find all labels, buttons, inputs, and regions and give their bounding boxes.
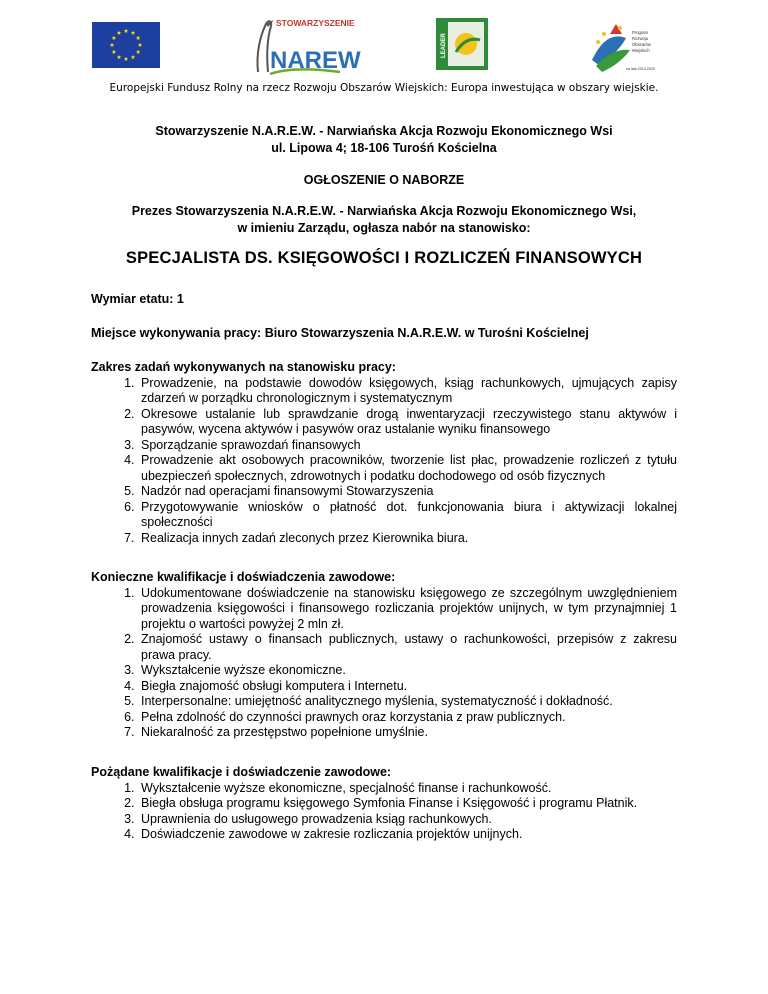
workload: Wymiar etatu: 1	[91, 292, 184, 306]
duties-heading: Zakres zadań wykonywanych na stanowisku pracy:	[91, 360, 396, 374]
desired-section	[91, 765, 677, 843]
list-item: 3. Wykształcenie wyższe ekonomiczne.	[138, 663, 677, 679]
list-item: 4. Doświadczenie zawodowe w zakresie rozliczania projektów unijnych.	[138, 827, 677, 843]
required-list	[91, 586, 677, 741]
logo-bar	[0, 18, 768, 74]
list-item: 6. Pełna zdolność do czynności prawnych oraz korzystania z praw publicznych.	[138, 710, 677, 726]
address-line-1: Stowarzyszenie N.A.R.E.W. - Narwiańska Akcja Rozwoju Ekonomicznego Wsi	[155, 124, 613, 138]
list-item: 7. Realizacja innych zadań zleconych przez Kierownika biura.	[138, 531, 677, 547]
list-item: 2. Znajomość ustawy o finansach publicznych, ustawy o rachunkowości, przepisów z zakresu prawa pracy.	[138, 632, 677, 663]
eu-flag-logo	[92, 22, 160, 68]
prow-text-3: Wiejskich	[632, 48, 650, 53]
required-heading: Konieczne kwalifikacje i doświadczenia zawodowe:	[91, 570, 396, 584]
desired-list	[91, 781, 677, 843]
list-item: 6. Przygotowywanie wniosków o płatność dot. funkcjonowania biura i aktywizacji lokalnej społeczności	[138, 500, 677, 531]
duties-list	[91, 376, 677, 547]
list-item: 1. Udokumentowane doświadczenie na stanowisku księgowego ze szczególnym uwzględnieniem prowadzenia księgowości i finansowego rozliczania projektów unijnych, w tym przynajmniej 1 projektu o wartości powyżej 2 mln zł.	[138, 586, 677, 633]
list-item: 1. Wykształcenie wyższe ekonomiczne, specjalność finanse i rachunkowość.	[138, 781, 677, 797]
duties-section	[91, 360, 677, 546]
narew-logo-word: NAREW	[270, 47, 361, 74]
list-item: 2. Okresowe ustalanie lub sprawdzanie drogą inwentaryzacji rzeczywistego stanu aktywów i pasywów, wycena aktywów i pasywów oraz ustalanie wyniku finansowego	[138, 407, 677, 438]
list-item: 3. Uprawnienia do usługowego prowadzenia ksiąg rachunkowych.	[138, 812, 677, 828]
intro-line-1: Prezes Stowarzyszenia N.A.R.E.W. - Narwiańska Akcja Rozwoju Ekonomicznego Wsi,	[131, 204, 637, 218]
prow-text-2: Obszarów	[632, 42, 651, 47]
list-item: 2. Biegła obsługa programu księgowego Symfonia Finanse i Księgowość i programu Płatnik.	[138, 796, 677, 812]
intro-line-2: w imieniu Zarządu, ogłasza nabór na stanowisko:	[237, 221, 531, 235]
list-item: 4. Prowadzenie akt osobowych pracowników, tworzenie list płac, prowadzenie rozliczeń z tytułu ubezpieczeń społecznych, zdrowotnych i podatku dochodowego od osób fizycznych	[138, 453, 677, 484]
list-item: 3. Sporządzanie sprawozdań finansowych	[138, 438, 677, 454]
address-line-2: ul. Lipowa 4; 18-106 Turośń Kościelna	[271, 141, 497, 155]
notice-title: OGŁOSZENIE O NABORZE	[303, 173, 465, 187]
list-item: 7. Niekaralność za przestępstwo popełnione umyślnie.	[138, 725, 677, 741]
list-item: 5. Interpersonalne: umiejętność analitycznego myślenia, systematyczność i dokładność.	[138, 694, 677, 710]
list-item: 1. Prowadzenie, na podstawie dowodów księgowych, ksiąg rachunkowych, ujmujących zapisy zdarzeń w porządku chronologicznym i systematycznym	[138, 376, 677, 407]
prow-text-4: na lata 2014-2020	[626, 67, 655, 71]
list-item: 5. Nadzór nad operacjami finansowymi Stowarzyszenia	[138, 484, 677, 500]
prow-text-0: Program	[632, 30, 649, 35]
narew-logo	[244, 14, 361, 78]
leader-logo	[436, 18, 488, 70]
address-block	[60, 123, 708, 157]
list-item: 4. Biegła znajomość obsługi komputera i Internetu.	[138, 679, 677, 695]
position-title: SPECJALISTA DS. KSIĘGOWOŚCI I ROZLICZEŃ FINANSOWYCH	[125, 249, 643, 267]
workplace: Miejsce wykonywania pracy: Biuro Stowarzyszenia N.A.R.E.W. w Turośni Kościelnej	[91, 326, 589, 340]
leader-logo-text: LEADER	[441, 33, 447, 58]
prow-logo	[586, 20, 658, 76]
desired-heading: Pożądane kwalifikacje i doświadczenie zawodowe:	[91, 765, 392, 779]
efr-line: Europejski Fundusz Rolny na rzecz Rozwoju Obszarów Wiejskich: Europa inwestująca w obszary wiejskie.	[109, 82, 659, 94]
intro-block	[60, 203, 708, 237]
narew-logo-text: STOWARZYSZENIE	[276, 18, 355, 28]
required-section	[91, 570, 677, 741]
prow-text-1: Rozwoju	[632, 36, 649, 41]
